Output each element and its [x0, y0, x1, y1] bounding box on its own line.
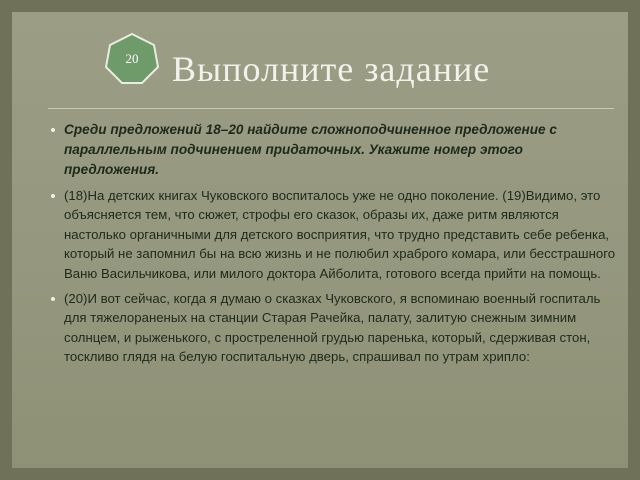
page-title: Выполните задание [172, 49, 491, 89]
slide-body [42, 120, 618, 373]
slide-frame-left [0, 0, 12, 480]
paragraph-sentence-20 [42, 289, 618, 367]
title-divider [48, 108, 614, 109]
paragraph-text: Среди предложений 18–20 найдите сложноподчиненное предложение с параллельным подчинением придаточных. Укажите номер этого предложения. [64, 122, 557, 177]
slide-frame-bottom [0, 468, 640, 480]
slide-frame-right [628, 0, 640, 480]
slide-number-label: 20 [125, 51, 139, 66]
slide-frame-top [0, 0, 640, 12]
paragraph-sentence-18-19 [42, 186, 618, 283]
bullet-icon: • [50, 122, 56, 139]
bullet-icon: • [50, 291, 56, 309]
paragraph-text: (20)И вот сейчас, когда я думаю о сказках Чуковского, я вспоминаю военный госпиталь для тяжелораненых на станции Старая Рачейка, палату, залитую снежным зимним солнцем, и рыженького, с простреленной грудью паренька, который, сдерживая стон, тоскливо глядя на белую госпитальную дверь, спрашивал по утрам хрипло: [64, 291, 601, 365]
slide-content-area [12, 12, 628, 468]
bullet-icon: • [50, 188, 56, 205]
paragraph-task-instruction [42, 120, 618, 180]
slide-number-badge [104, 32, 160, 86]
paragraph-text: (18)На детских книгах Чуковского воспиталось уже не одно поколение. (19)Видимо, это объясняется тем, что сюжет, строфы его сказок, образы их, даже ритм являются настолько органичными для детского восприятия, что трудно представить себе ребенка, который не запомнил бы на всю жизнь и не полюбил храброго комара, или бесстрашного Ваню Васильчикова, или милого доктора Айболита, готового всегда прийти на помощь. [64, 188, 616, 281]
